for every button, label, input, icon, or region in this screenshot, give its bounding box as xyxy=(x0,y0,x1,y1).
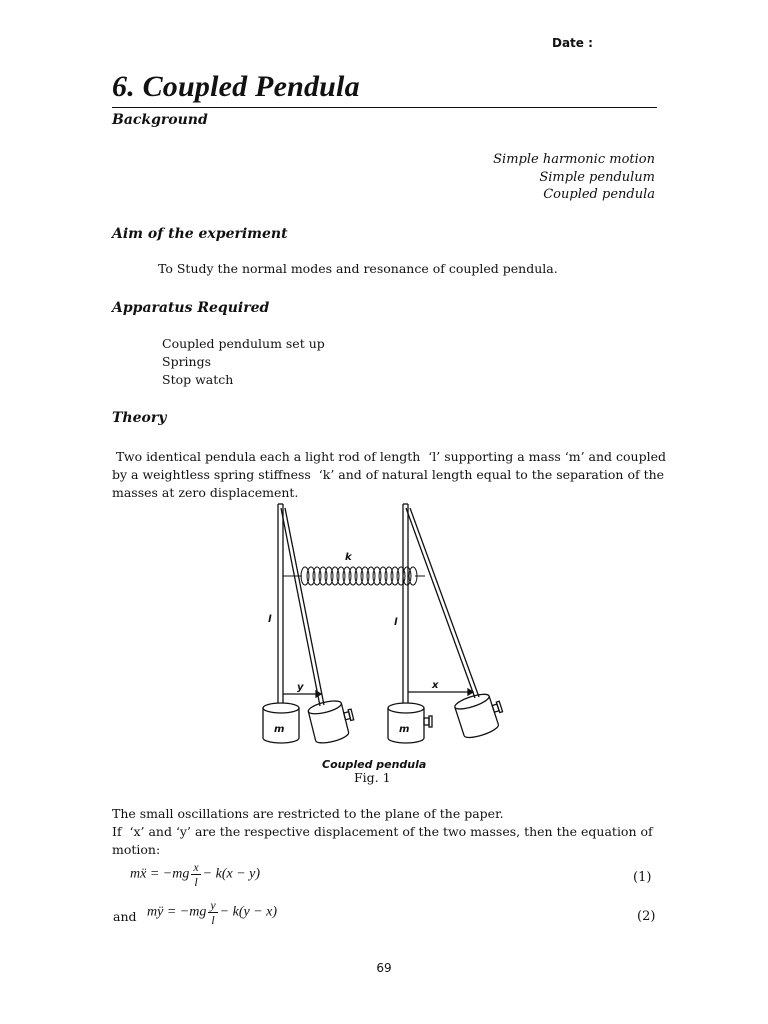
left-rest-mass xyxy=(263,703,299,743)
eq1-numerator: x xyxy=(193,860,199,874)
eq2-fraction xyxy=(208,898,217,927)
figure-label: Fig. 1 xyxy=(354,770,391,785)
label-y: y xyxy=(297,682,304,693)
label-m-right: m xyxy=(399,724,410,735)
theory-intro-line: by a weightless spring stiffness ‘k’ and of natural length equal to the separation of the xyxy=(112,467,665,482)
theory-para2-line: If ‘x’ and ‘y’ are the respective displacement of the two masses, then the equation of xyxy=(112,824,653,839)
equation-1-number: (1) xyxy=(633,870,652,885)
apparatus-heading: Apparatus Required xyxy=(112,300,270,316)
eq1-lhs: mẍ = −mg xyxy=(130,866,190,882)
eq1-rhs: − k(x − y) xyxy=(202,866,261,882)
aim-heading: Aim of the experiment xyxy=(112,226,288,242)
apparatus-item: Springs xyxy=(162,354,212,369)
title-rule xyxy=(112,107,657,108)
theory-heading: Theory xyxy=(112,410,167,426)
label-x: x xyxy=(432,680,439,691)
date-label: Date : xyxy=(552,36,593,50)
label-k: k xyxy=(345,552,352,563)
eq2-denominator: l xyxy=(211,913,215,927)
theory-para2-line: motion: xyxy=(112,842,161,857)
figure-caption: Coupled pendula xyxy=(322,758,427,771)
keyword-item: Coupled pendula xyxy=(543,187,655,202)
page-title: 6. Coupled Pendula xyxy=(112,70,360,103)
equation-2-prefix: and xyxy=(113,909,137,924)
equation-2 xyxy=(147,898,277,927)
eq1-denominator: l xyxy=(194,875,198,889)
right-rod xyxy=(406,508,475,698)
eq2-lhs: mÿ = −mg xyxy=(147,904,207,920)
equation-1 xyxy=(130,860,260,889)
theory-para2 xyxy=(112,805,657,859)
eq2-rhs: − k(y − x) xyxy=(219,904,278,920)
left-rod xyxy=(281,508,320,706)
background-heading: Background xyxy=(112,112,208,128)
theory-intro-line: Two identical pendula each a light rod of length ‘l’ supporting a mass ‘m’ and coupled xyxy=(112,449,666,464)
aim-text: To Study the normal modes and resonance of coupled pendula. xyxy=(158,261,558,276)
label-l-right: l xyxy=(394,617,398,628)
keyword-item: Simple harmonic motion xyxy=(493,152,655,167)
label-m-left: m xyxy=(274,724,285,735)
theory-para2-line: The small oscillations are restricted to the plane of the paper. xyxy=(112,806,504,821)
background-keywords xyxy=(493,151,655,204)
eq2-numerator: y xyxy=(210,898,216,912)
theory-intro-line: masses at zero displacement. xyxy=(112,485,299,500)
coupled-pendula-figure xyxy=(250,498,520,778)
eq1-fraction xyxy=(191,860,200,889)
right-swung-mass xyxy=(453,689,507,741)
theory-intro xyxy=(112,448,666,502)
page-number: 69 xyxy=(376,961,392,975)
apparatus-item: Coupled pendulum set up xyxy=(162,336,325,351)
apparatus-list xyxy=(162,335,325,389)
equation-2-number: (2) xyxy=(637,909,656,924)
left-swung-mass xyxy=(307,696,357,745)
label-l-left: l xyxy=(268,614,272,625)
keyword-item: Simple pendulum xyxy=(539,169,655,185)
right-rest-mass xyxy=(388,703,432,743)
apparatus-item: Stop watch xyxy=(162,372,234,387)
coupling-spring xyxy=(283,567,425,585)
